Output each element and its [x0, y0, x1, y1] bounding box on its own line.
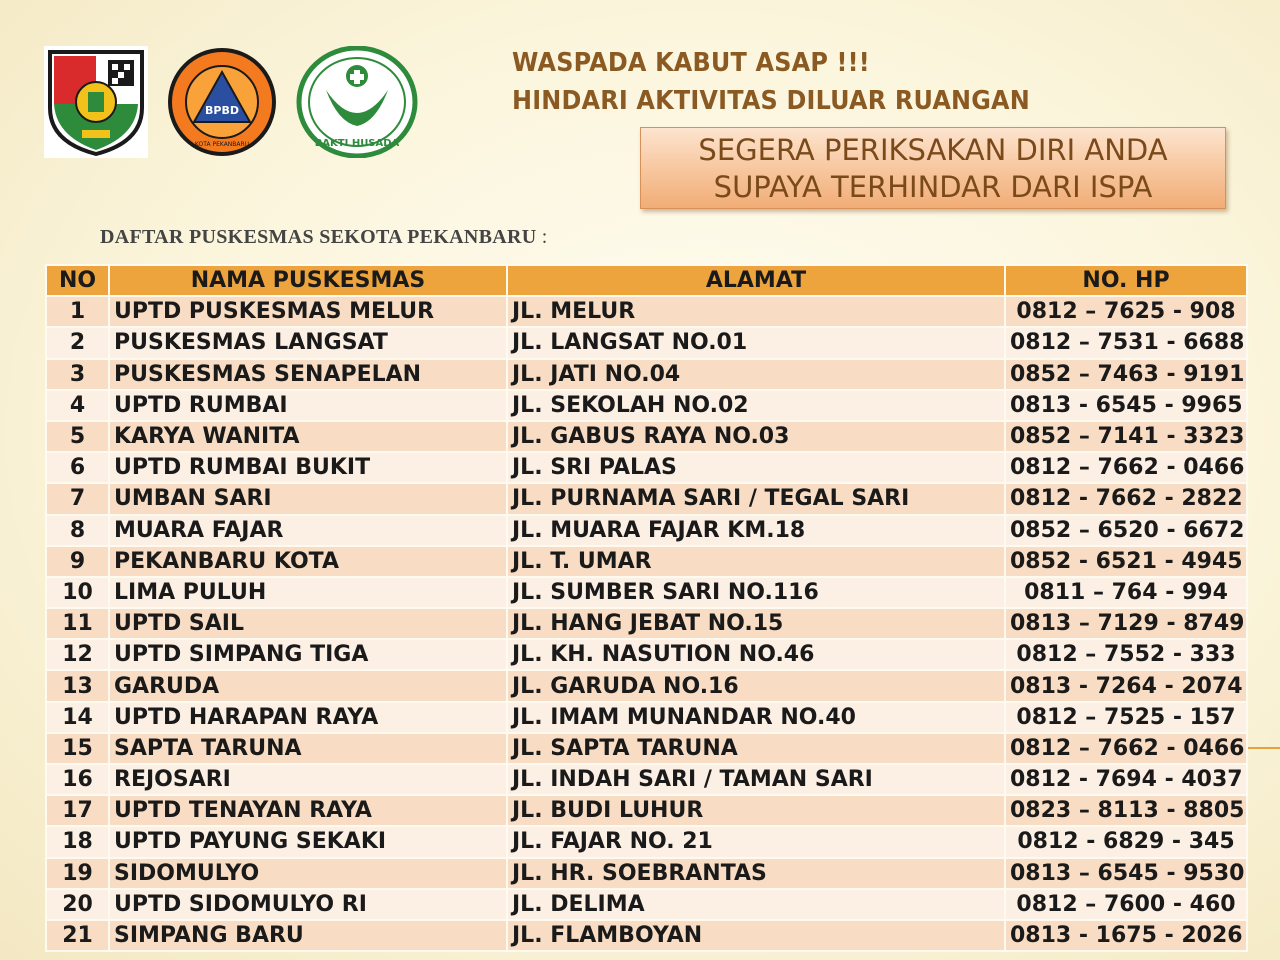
cell-name: PUSKESMAS LANGSAT	[109, 327, 507, 358]
cell-address: JL. DELIMA	[507, 889, 1005, 920]
table-header-row	[46, 265, 1247, 296]
table-row	[46, 702, 1247, 733]
callout-line-1: SEGERA PERIKSAKAN DIRI ANDA	[698, 133, 1168, 167]
cell-address: JL. GABUS RAYA NO.03	[507, 421, 1005, 452]
cell-name: PUSKESMAS SENAPELAN	[109, 359, 507, 390]
cell-phone: 0812 – 7662 - 0466	[1005, 733, 1247, 764]
cell-name: PEKANBARU KOTA	[109, 546, 507, 577]
cell-address: JL. SEKOLAH NO.02	[507, 390, 1005, 421]
cell-no: 21	[46, 920, 109, 951]
cell-name: UPTD SAIL	[109, 608, 507, 639]
cell-address: JL. IMAM MUNANDAR NO.40	[507, 702, 1005, 733]
table-row	[46, 515, 1247, 546]
cell-address: JL. PURNAMA SARI / TEGAL SARI	[507, 483, 1005, 514]
cell-no: 15	[46, 733, 109, 764]
table-row	[46, 795, 1247, 826]
decorative-line	[1246, 747, 1280, 749]
cell-no: 5	[46, 421, 109, 452]
cell-name: UPTD SIMPANG TIGA	[109, 639, 507, 670]
cell-no: 2	[46, 327, 109, 358]
cell-name: UPTD SIDOMULYO RI	[109, 889, 507, 920]
cell-no: 8	[46, 515, 109, 546]
header-phone: NO. HP	[1005, 265, 1247, 296]
table-row	[46, 764, 1247, 795]
cell-phone: 0812 - 7662 - 2822	[1005, 483, 1247, 514]
cell-name: UPTD PAYUNG SEKAKI	[109, 826, 507, 857]
cell-address: JL. BUDI LUHUR	[507, 795, 1005, 826]
cell-name: REJOSARI	[109, 764, 507, 795]
table-row	[46, 327, 1247, 358]
table-row	[46, 889, 1247, 920]
cell-name: UPTD RUMBAI	[109, 390, 507, 421]
cell-no: 4	[46, 390, 109, 421]
cell-address: JL. HR. SOEBRANTAS	[507, 858, 1005, 889]
cell-address: JL. FLAMBOYAN	[507, 920, 1005, 951]
table-row	[46, 452, 1247, 483]
cell-name: KARYA WANITA	[109, 421, 507, 452]
cell-phone: 0823 – 8113 - 8805	[1005, 795, 1247, 826]
cell-no: 11	[46, 608, 109, 639]
table-row	[46, 608, 1247, 639]
table-row	[46, 296, 1247, 327]
cell-no: 18	[46, 826, 109, 857]
cell-address: JL. FAJAR NO. 21	[507, 826, 1005, 857]
table-body	[46, 296, 1247, 951]
table-row	[46, 826, 1247, 857]
cell-address: JL. MELUR	[507, 296, 1005, 327]
cell-phone: 0852 - 6521 - 4945	[1005, 546, 1247, 577]
cell-phone: 0812 – 7662 - 0466	[1005, 452, 1247, 483]
cell-no: 19	[46, 858, 109, 889]
cell-phone: 0812 - 7694 - 4037	[1005, 764, 1247, 795]
cell-no: 7	[46, 483, 109, 514]
cell-no: 20	[46, 889, 109, 920]
cell-address: JL. KH. NASUTION NO.46	[507, 639, 1005, 670]
list-title-text: DAFTAR PUSKESMAS SEKOTA PEKANBARU	[100, 226, 537, 248]
table-row	[46, 483, 1247, 514]
cell-address: JL. SRI PALAS	[507, 452, 1005, 483]
cell-name: GARUDA	[109, 670, 507, 701]
cell-phone: 0812 - 6829 - 345	[1005, 826, 1247, 857]
table-row	[46, 733, 1247, 764]
header-no: NO	[46, 265, 109, 296]
table-row	[46, 577, 1247, 608]
cell-phone: 0812 – 7525 - 157	[1005, 702, 1247, 733]
cell-address: JL. LANGSAT NO.01	[507, 327, 1005, 358]
cell-no: 17	[46, 795, 109, 826]
puskesmas-table	[45, 264, 1248, 952]
svg-text:KOTA PEKANBARU: KOTA PEKANBARU	[194, 141, 250, 148]
cell-no: 3	[46, 359, 109, 390]
cell-no: 10	[46, 577, 109, 608]
cell-name: MUARA FAJAR	[109, 515, 507, 546]
cell-name: UMBAN SARI	[109, 483, 507, 514]
cell-address: JL. JATI NO.04	[507, 359, 1005, 390]
cell-phone: 0813 – 6545 - 9530	[1005, 858, 1247, 889]
cell-no: 13	[46, 670, 109, 701]
table-row	[46, 359, 1247, 390]
cell-name: UPTD TENAYAN RAYA	[109, 795, 507, 826]
cell-phone: 0813 - 7264 - 2074	[1005, 670, 1247, 701]
cell-no: 16	[46, 764, 109, 795]
cell-address: JL. T. UMAR	[507, 546, 1005, 577]
table-row	[46, 920, 1247, 951]
list-title-suffix: :	[541, 226, 548, 248]
table-row	[46, 390, 1247, 421]
cell-phone: 0811 – 764 - 994	[1005, 577, 1247, 608]
cell-phone: 0852 – 7463 - 9191	[1005, 359, 1247, 390]
callout-line-2: SUPAYA TERHINDAR DARI ISPA	[713, 170, 1153, 204]
cell-no: 6	[46, 452, 109, 483]
cell-phone: 0812 – 7600 - 460	[1005, 889, 1247, 920]
cell-name: UPTD RUMBAI BUKIT	[109, 452, 507, 483]
cell-phone: 0812 – 7531 - 6688	[1005, 327, 1247, 358]
cell-address: JL. SAPTA TARUNA	[507, 733, 1005, 764]
table-row	[46, 421, 1247, 452]
cell-name: UPTD PUSKESMAS MELUR	[109, 296, 507, 327]
cell-phone: 0812 – 7625 - 908	[1005, 296, 1247, 327]
cell-name: SIMPANG BARU	[109, 920, 507, 951]
list-title	[100, 226, 548, 249]
cell-address: JL. GARUDA NO.16	[507, 670, 1005, 701]
table-row	[46, 546, 1247, 577]
cell-phone: 0813 - 6545 - 9965	[1005, 390, 1247, 421]
headline-advice: HINDARI AKTIVITAS DILUAR RUANGAN	[512, 86, 1030, 116]
table-row	[46, 858, 1247, 889]
cell-address: JL. INDAH SARI / TAMAN SARI	[507, 764, 1005, 795]
table-row	[46, 670, 1247, 701]
cell-phone: 0813 – 7129 - 8749	[1005, 608, 1247, 639]
cell-no: 12	[46, 639, 109, 670]
cell-phone: 0812 – 7552 - 333	[1005, 639, 1247, 670]
cell-address: JL. HANG JEBAT NO.15	[507, 608, 1005, 639]
svg-text:BAKTI HUSADA: BAKTI HUSADA	[314, 138, 400, 149]
cell-address: JL. MUARA FAJAR KM.18	[507, 515, 1005, 546]
svg-text:BPBD: BPBD	[205, 104, 239, 117]
pekanbaru-city-emblem-icon	[44, 46, 148, 158]
cell-phone: 0813 - 1675 - 2026	[1005, 920, 1247, 951]
cell-address: JL. SUMBER SARI NO.116	[507, 577, 1005, 608]
headline-warning: WASPADA KABUT ASAP !!!	[512, 48, 870, 78]
cell-no: 9	[46, 546, 109, 577]
callout-box	[640, 127, 1226, 209]
bakti-husada-emblem-icon	[296, 46, 418, 158]
cell-name: SIDOMULYO	[109, 858, 507, 889]
cell-name: LIMA PULUH	[109, 577, 507, 608]
cell-no: 14	[46, 702, 109, 733]
cell-phone: 0852 – 6520 - 6672	[1005, 515, 1247, 546]
cell-phone: 0852 – 7141 - 3323	[1005, 421, 1247, 452]
bpbd-emblem-icon	[162, 46, 282, 158]
header-address: ALAMAT	[507, 265, 1005, 296]
header-name: NAMA PUSKESMAS	[109, 265, 507, 296]
cell-name: UPTD HARAPAN RAYA	[109, 702, 507, 733]
cell-no: 1	[46, 296, 109, 327]
table-row	[46, 639, 1247, 670]
cell-name: SAPTA TARUNA	[109, 733, 507, 764]
